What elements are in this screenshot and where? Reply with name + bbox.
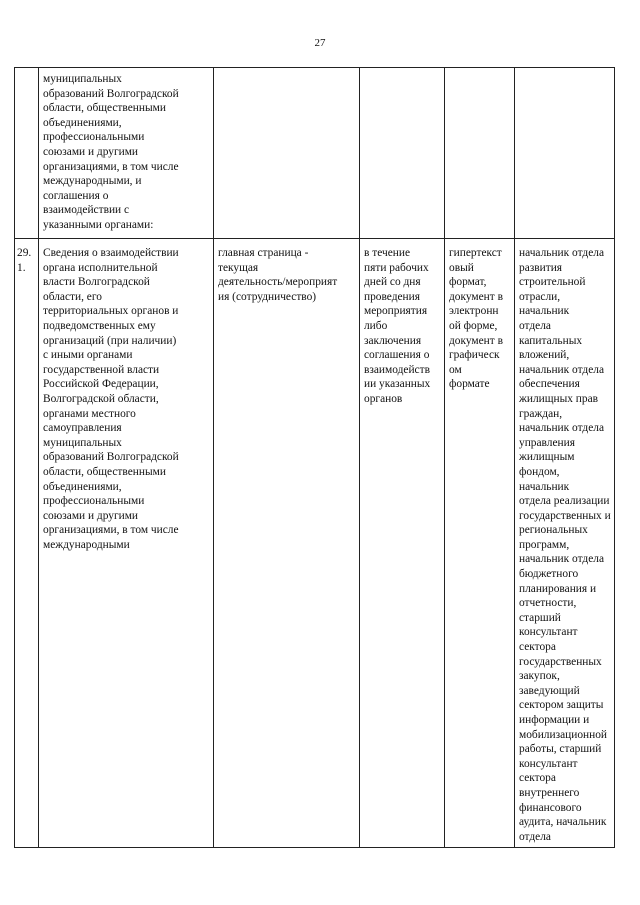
disclosure-table — [14, 67, 615, 848]
description-cell: Сведения о взаимодействии органа исполнительной власти Волгоградской области, его территориальных органов и подведомственных ему организаций (при наличии) с иными органами государственной власти Российской Федерации, Волгоградской области, органами местного самоуправления муниципальных образований Волгоградской области, общественными объединениями, профессиональными союзами и другими организациями, в том числе международными — [39, 239, 214, 848]
format-cell — [445, 68, 515, 239]
page-number: 27 — [314, 37, 326, 49]
responsible-cell: начальник отдела развития строительной отрасли, начальник отдела капитальных вложений, начальник отдела обеспечения жилищных прав граждан, начальник отдела управления жилищным фондом, начальник отдела реализации государственных и региональных программ, начальник отдела бюджетного планирования и отчетности, старший консультант сектора государственных закупок, заведующий сектором защиты информации и мобилизационной работы, старший консультант сектора внутреннего финансового аудита, начальник отдела — [515, 239, 615, 848]
section-cell — [214, 68, 360, 239]
table-row — [15, 239, 615, 848]
deadline-cell: в течение пяти рабочих дней со дня проведения мероприятия либо заключения соглашения о взаимодейств ии указанных органов — [360, 239, 445, 848]
row-number-cell — [15, 68, 39, 239]
responsible-cell — [515, 68, 615, 239]
format-cell: гипертекст овый формат, документ в электронн ой форме, документ в графическ ом формате — [445, 239, 515, 848]
description-cell: муниципальных образований Волгоградской области, общественными объединениями, профессиональными союзами и другими организациями, в том числе международными, и соглашения о взаимодействии с указанными органами: — [39, 68, 214, 239]
row-number-cell: 29. 1. — [15, 239, 39, 848]
section-cell: главная страница - текущая деятельность/мероприят ия (сотрудничество) — [214, 239, 360, 848]
table-row — [15, 68, 615, 239]
deadline-cell — [360, 68, 445, 239]
